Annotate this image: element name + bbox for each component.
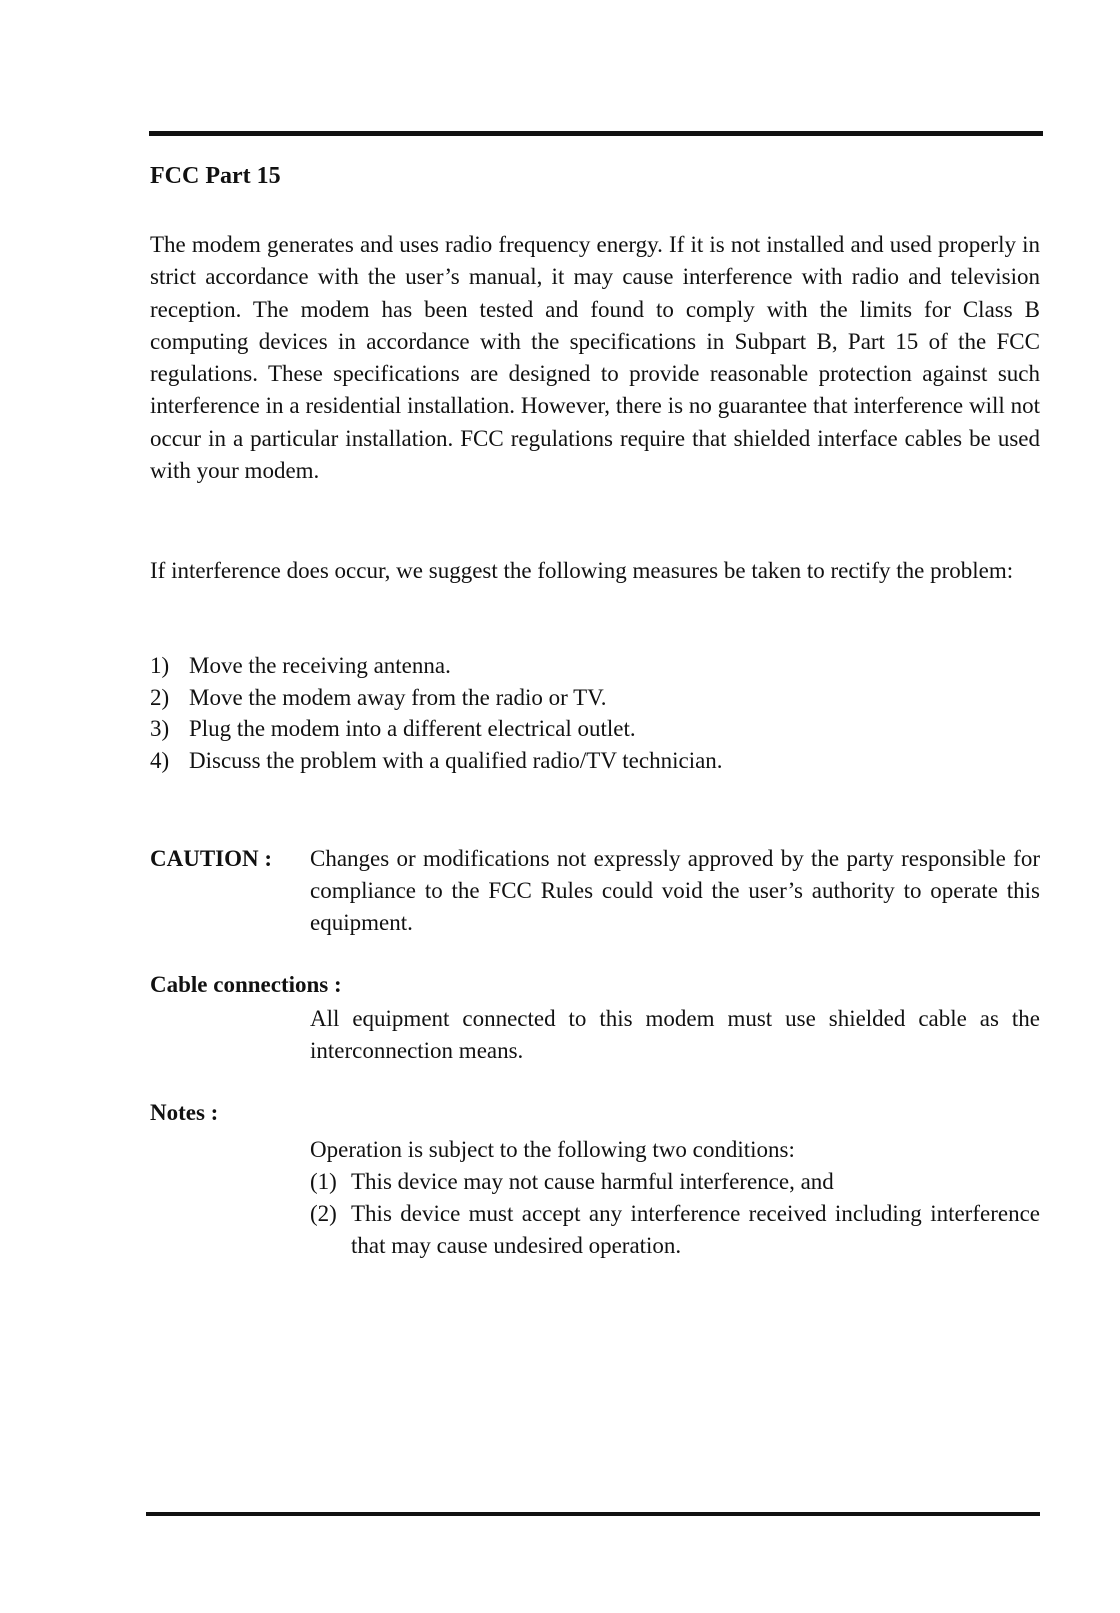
list-item-number: 3): [150, 716, 170, 741]
cable-connections-text: All equipment connected to this modem must use shielded cable as the interconnection means.: [310, 1006, 1040, 1063]
list-item-number: 4): [150, 747, 170, 773]
conditions-list: [310, 1166, 1040, 1262]
list-item: [150, 682, 1040, 714]
list-item: [150, 745, 1040, 777]
list-item-text: Move the modem away from the radio or TV.: [189, 684, 607, 710]
page-title: FCC Part 15: [150, 163, 281, 189]
caution-text: Changes or modifications not expressly approved by the party responsible for compliance to the FCC Rules could void the user’s authority to operate this equipment.: [310, 846, 1040, 935]
list-item-number: (1): [310, 1169, 337, 1194]
caution-label: CAUTION :: [150, 846, 273, 871]
list-item-text: Plug the modem into a different electrical outlet.: [189, 716, 636, 741]
measures-intro: If interference does occur, we suggest the following measures be taken to rectify the problem:: [150, 558, 1014, 583]
bottom-rule: [146, 1512, 1040, 1516]
list-item-number: 1): [150, 653, 170, 678]
list-item-text: This device must accept any interference received including interference that may cause undesired operation.: [351, 1201, 1040, 1258]
intro-paragraph: The modem generates and uses radio frequency energy. If it is not installed and used properly in strict accordance with the user’s manual, it may cause interference with radio and television reception. The modem has been tested and found to comply with the limits for Class B computing devices in accordance with the specifications in Subpart B, Part 15 of the FCC regulations. These specifications are designed to provide reasonable protection against such interference in a residential installation. However, there is no guarantee that interference will not occur in a particular installation. FCC regulations require that shielded interface cables be used with your modem.: [150, 232, 1040, 484]
list-item: [150, 650, 1040, 682]
cable-connections-label: Cable connections :: [150, 972, 342, 997]
top-rule: [149, 131, 1043, 136]
list-item-text: This device may not cause harmful interference, and: [351, 1169, 834, 1194]
notes-label: Notes :: [150, 1100, 219, 1125]
list-item-text: Discuss the problem with a qualified radio/TV technician.: [189, 747, 723, 773]
list-item-number: (2): [310, 1201, 337, 1226]
notes-intro: Operation is subject to the following two conditions:: [310, 1137, 795, 1162]
list-item: [310, 1166, 1040, 1198]
measures-list: [150, 650, 1040, 776]
list-item-number: 2): [150, 684, 170, 710]
list-item: [150, 713, 1040, 745]
list-item: [310, 1198, 1040, 1262]
list-item-text: Move the receiving antenna.: [189, 653, 451, 678]
